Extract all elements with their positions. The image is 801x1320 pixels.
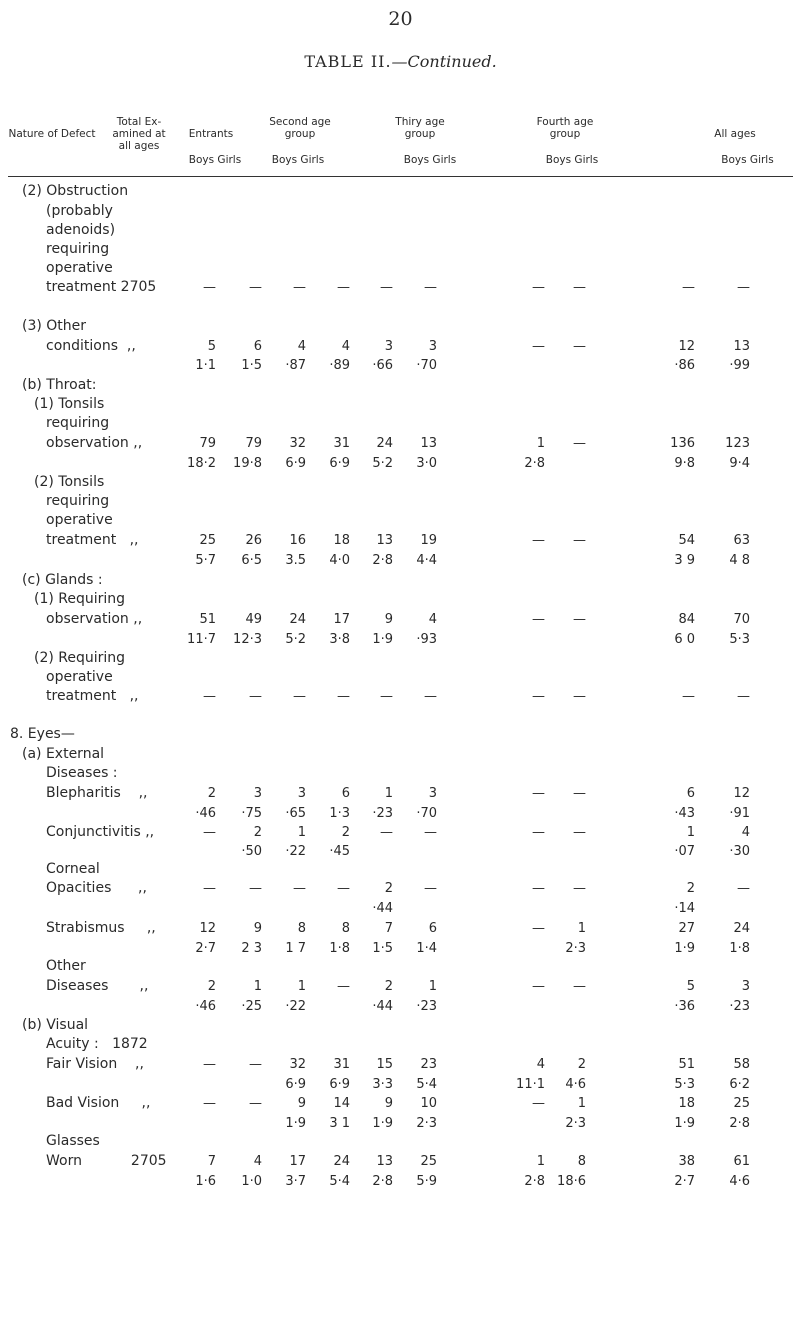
table-title-main: TABLE II. — [304, 52, 392, 71]
table-cell: 18 — [678, 1096, 695, 1111]
row-label: Glasses — [46, 1133, 100, 1149]
table-cell: 2·7 — [674, 1174, 695, 1189]
row-label: treatment ,, — [46, 532, 139, 548]
header-rule — [8, 176, 793, 177]
table-cell: — — [532, 1096, 545, 1111]
table-cell: — — [293, 280, 306, 295]
table-cell: 4 — [536, 1057, 545, 1072]
header-fourth-age: Fourth age group — [536, 116, 594, 140]
table-cell: 5·4 — [329, 1174, 350, 1189]
table-cell: — — [203, 689, 216, 704]
table-cell: 1 — [297, 825, 306, 840]
table-cell: 19 — [420, 533, 437, 548]
subheader-all: Boys Girls — [721, 154, 774, 166]
table-cell: 3 — [741, 979, 750, 994]
table-cell: — — [337, 689, 350, 704]
table-cell: ·89 — [329, 358, 350, 373]
table-cell: 9 — [297, 1096, 306, 1111]
row-label: observation ,, — [46, 435, 143, 451]
table-cell: ·36 — [674, 999, 695, 1014]
table-cell: 1 — [297, 979, 306, 994]
row-label: (c) Glands : — [22, 572, 103, 588]
table-cell: 1·8 — [729, 941, 750, 956]
table-cell: 8 — [341, 921, 350, 936]
table-cell: 6 0 — [674, 632, 695, 647]
table-cell: 3.5 — [285, 553, 306, 568]
row-label: operative — [46, 669, 113, 685]
table-cell: 123 — [725, 436, 750, 451]
table-cell: 11·7 — [187, 632, 216, 647]
table-cell: 13 — [376, 1154, 393, 1169]
row-label: observation ,, — [46, 611, 143, 627]
header-entrants: Entrants — [188, 128, 234, 140]
table-cell: 2·3 — [565, 1116, 586, 1131]
row-label: Bad Vision ,, — [46, 1095, 151, 1111]
table-cell: 2 — [253, 825, 262, 840]
table-cell: 12 — [678, 339, 695, 354]
table-cell: 4 — [341, 339, 350, 354]
table-cell: — — [737, 280, 750, 295]
table-cell: ·99 — [729, 358, 750, 373]
table-cell: — — [737, 689, 750, 704]
row-label: (a) External — [22, 746, 105, 762]
table-cell: 18·2 — [187, 456, 216, 471]
table-cell: 11·1 — [516, 1077, 545, 1092]
table-cell: 6·9 — [329, 1077, 350, 1092]
row-label: Blepharitis ,, — [46, 785, 148, 801]
table-cell: 13 — [420, 436, 437, 451]
table-cell: 4·6 — [565, 1077, 586, 1092]
table-cell: 1 — [253, 979, 262, 994]
table-cell: 17 — [333, 612, 350, 627]
table-cell: — — [203, 280, 216, 295]
table-cell: ·44 — [372, 999, 393, 1014]
table-cell: 4·6 — [729, 1174, 750, 1189]
table-cell: 4 — [428, 612, 437, 627]
table-cell: — — [532, 612, 545, 627]
table-cell: 10 — [420, 1096, 437, 1111]
table-cell: 5 — [686, 979, 695, 994]
table-cell: 3 — [384, 339, 393, 354]
subheader-third: Boys Girls — [403, 154, 457, 166]
table-cell: 2·8 — [372, 1174, 393, 1189]
table-cell: 24 — [289, 612, 306, 627]
table-cell: 25 — [420, 1154, 437, 1169]
table-cell: — — [337, 280, 350, 295]
table-cell: — — [573, 612, 586, 627]
table-cell: 4·4 — [416, 553, 437, 568]
header-second-age: Second age group — [269, 116, 331, 140]
table-cell: — — [573, 881, 586, 896]
table-cell: — — [532, 921, 545, 936]
row-label: Fair Vision ,, — [46, 1056, 144, 1072]
table-cell: 3·8 — [329, 632, 350, 647]
table-cell: 9·8 — [674, 456, 695, 471]
table-cell: 2 — [207, 979, 216, 994]
table-cell: 1·5 — [241, 358, 262, 373]
subheader-second: Boys Girls — [271, 154, 325, 166]
table-cell: 2 — [207, 786, 216, 801]
table-cell: — — [380, 280, 393, 295]
table-cell: 5·2 — [372, 456, 393, 471]
table-cell: — — [573, 979, 586, 994]
table-cell: 16 — [289, 533, 306, 548]
table-cell: ·70 — [416, 806, 437, 821]
table-cell: 58 — [733, 1057, 750, 1072]
table-cell: 1·0 — [241, 1174, 262, 1189]
table-cell: 51 — [678, 1057, 695, 1072]
table-cell: 8 — [297, 921, 306, 936]
subheader-entrants: Boys Girls — [188, 154, 242, 166]
table-cell: — — [532, 339, 545, 354]
table-cell: 3 — [297, 786, 306, 801]
row-label: Diseases : — [46, 765, 118, 781]
table-cell: 2·8 — [524, 1174, 545, 1189]
table-cell: 2·3 — [416, 1116, 437, 1131]
row-label: (probably — [46, 203, 113, 219]
table-cell: 79 — [245, 436, 262, 451]
row-label: Acuity : 1872 — [46, 1036, 148, 1052]
table-cell: 6 — [686, 786, 695, 801]
table-cell: 3·3 — [372, 1077, 393, 1092]
table-cell: 1·9 — [285, 1116, 306, 1131]
table-cell: ·44 — [372, 901, 393, 916]
table-title-continued: —Continued. — [391, 52, 497, 71]
table-cell: 1·9 — [372, 1116, 393, 1131]
table-cell: 1·1 — [195, 358, 216, 373]
table-cell: 8 — [577, 1154, 586, 1169]
table-cell: 136 — [670, 436, 695, 451]
table-cell: 1·9 — [674, 941, 695, 956]
row-label: operative — [46, 512, 113, 528]
table-cell: 70 — [733, 612, 750, 627]
table-cell: 5·7 — [195, 553, 216, 568]
row-label: Other — [46, 958, 86, 974]
table-cell: 2·3 — [565, 941, 586, 956]
table-cell: — — [424, 825, 437, 840]
table-cell: 2·7 — [195, 941, 216, 956]
table-cell: — — [573, 825, 586, 840]
table-cell: — — [337, 881, 350, 896]
table-cell: 1·3 — [329, 806, 350, 821]
table-cell: 54 — [678, 533, 695, 548]
table-cell: 84 — [678, 612, 695, 627]
table-cell: 2·8 — [372, 553, 393, 568]
table-cell: 1 — [536, 436, 545, 451]
table-cell: — — [203, 881, 216, 896]
table-cell: 6·2 — [729, 1077, 750, 1092]
table-cell: 5·9 — [416, 1174, 437, 1189]
table-cell: 6·9 — [285, 456, 306, 471]
row-label: (3) Other — [22, 318, 87, 334]
row-label: (2) Requiring — [34, 650, 126, 666]
row-label: Opacities ,, — [46, 880, 147, 896]
table-cell: — — [249, 1057, 262, 1072]
table-cell: 24 — [733, 921, 750, 936]
table-cell: 1·9 — [674, 1116, 695, 1131]
table-cell: 1 — [686, 825, 695, 840]
row-label: Strabismus ,, — [46, 920, 156, 936]
table-cell: — — [532, 825, 545, 840]
table-cell: ·43 — [674, 806, 695, 821]
row-label: Conjunctivitis ,, — [46, 824, 155, 840]
table-cell: — — [380, 689, 393, 704]
table-cell: — — [573, 339, 586, 354]
header-third-age: Thiry age group — [395, 116, 445, 140]
table-cell: ·45 — [329, 844, 350, 859]
table-cell: — — [682, 689, 695, 704]
table-cell: 2 — [384, 881, 393, 896]
table-cell: 2 3 — [241, 941, 262, 956]
row-label: 8. Eyes— — [10, 726, 75, 742]
table-cell: 61 — [733, 1154, 750, 1169]
table-cell: — — [682, 280, 695, 295]
table-cell: — — [293, 689, 306, 704]
table-cell: 5·3 — [674, 1077, 695, 1092]
table-cell: — — [424, 280, 437, 295]
table-cell: — — [424, 881, 437, 896]
table-cell: 9 — [384, 612, 393, 627]
table-cell: ·50 — [241, 844, 262, 859]
table-cell: 2 — [686, 881, 695, 896]
table-cell: ·14 — [674, 901, 695, 916]
table-cell: ·75 — [241, 806, 262, 821]
table-cell: 63 — [733, 533, 750, 548]
table-cell: 79 — [199, 436, 216, 451]
row-label: (b) Visual — [22, 1017, 89, 1033]
table-cell: ·23 — [729, 999, 750, 1014]
row-label: (1) Tonsils — [34, 396, 105, 412]
table-cell: 1 7 — [285, 941, 306, 956]
table-cell: ·66 — [372, 358, 393, 373]
table-cell: 3 — [253, 786, 262, 801]
table-cell: 4·0 — [329, 553, 350, 568]
table-cell: 15 — [376, 1057, 393, 1072]
table-cell: 3 — [428, 339, 437, 354]
table-cell: 27 — [678, 921, 695, 936]
table-cell: 49 — [245, 612, 262, 627]
table-cell: ·07 — [674, 844, 695, 859]
table-cell: 9·4 — [729, 456, 750, 471]
table-cell: 51 — [199, 612, 216, 627]
table-cell: — — [532, 280, 545, 295]
row-label: treatment ,, — [46, 688, 139, 704]
table-cell: — — [532, 533, 545, 548]
table-cell: 3 1 — [329, 1116, 350, 1131]
table-cell: 23 — [420, 1057, 437, 1072]
table-cell: ·65 — [285, 806, 306, 821]
table-cell: — — [424, 689, 437, 704]
table-cell: 6 — [428, 921, 437, 936]
table-cell: 2·8 — [729, 1116, 750, 1131]
table-cell: 6·5 — [241, 553, 262, 568]
table-cell: 9 — [384, 1096, 393, 1111]
table-cell: ·23 — [416, 999, 437, 1014]
table-cell: — — [203, 1096, 216, 1111]
page-number: 20 — [388, 8, 413, 30]
table-cell: — — [337, 979, 350, 994]
table-cell: ·22 — [285, 844, 306, 859]
table-cell: 6·9 — [285, 1077, 306, 1092]
table-cell: 2 — [577, 1057, 586, 1072]
table-cell: — — [249, 1096, 262, 1111]
table-cell: ·30 — [729, 844, 750, 859]
table-cell: 24 — [333, 1154, 350, 1169]
row-label: operative — [46, 260, 113, 276]
row-label: adenoids) — [46, 222, 116, 238]
table-cell: 26 — [245, 533, 262, 548]
table-cell: — — [249, 689, 262, 704]
table-cell: 25 — [199, 533, 216, 548]
table-cell: 18·6 — [557, 1174, 586, 1189]
table-cell: 5·2 — [285, 632, 306, 647]
table-cell: — — [249, 280, 262, 295]
row-label: treatment 2705 — [46, 279, 157, 295]
table-cell: — — [573, 689, 586, 704]
table-cell: 31 — [333, 436, 350, 451]
table-cell: 31 — [333, 1057, 350, 1072]
table-cell: 1 — [577, 921, 586, 936]
row-label: Worn 2705 — [46, 1153, 167, 1169]
row-label: (2) Obstruction — [22, 183, 129, 199]
table-cell: 4 8 — [729, 553, 750, 568]
table-cell: 2·8 — [524, 456, 545, 471]
table-cell: 12 — [733, 786, 750, 801]
table-cell: ·87 — [285, 358, 306, 373]
table-cell: ·86 — [674, 358, 695, 373]
row-label: conditions ,, — [46, 338, 136, 354]
table-cell: ·25 — [241, 999, 262, 1014]
subheader-fourth: Boys Girls — [545, 154, 599, 166]
table-cell: 3·0 — [416, 456, 437, 471]
table-cell: 13 — [376, 533, 393, 548]
table-cell: ·46 — [195, 999, 216, 1014]
header-nature: Nature of Defect — [8, 128, 96, 140]
table-cell: 1·6 — [195, 1174, 216, 1189]
table-cell: — — [532, 881, 545, 896]
table-cell: 1 — [536, 1154, 545, 1169]
table-cell: 4 — [253, 1154, 262, 1169]
table-cell: 1·5 — [372, 941, 393, 956]
table-cell: — — [203, 1057, 216, 1072]
table-cell: 4 — [297, 339, 306, 354]
table-cell: 9 — [253, 921, 262, 936]
table-cell: 6 — [341, 786, 350, 801]
table-title — [0, 52, 801, 71]
table-cell: 6 — [253, 339, 262, 354]
table-cell: ·22 — [285, 999, 306, 1014]
row-label: requiring — [46, 493, 110, 509]
table-cell: ·46 — [195, 806, 216, 821]
table-cell: — — [532, 979, 545, 994]
table-cell: 13 — [733, 339, 750, 354]
table-cell: ·23 — [372, 806, 393, 821]
table-cell: 25 — [733, 1096, 750, 1111]
table-cell: 5 — [207, 339, 216, 354]
table-cell: 6·9 — [329, 456, 350, 471]
table-cell: — — [380, 825, 393, 840]
table-cell: ·93 — [416, 632, 437, 647]
table-cell: 3 9 — [674, 553, 695, 568]
row-label: (2) Tonsils — [34, 474, 105, 490]
table-cell: — — [573, 533, 586, 548]
table-cell: — — [532, 786, 545, 801]
table-cell: 2 — [384, 979, 393, 994]
table-cell: ·91 — [729, 806, 750, 821]
table-cell: — — [737, 881, 750, 896]
table-cell: 5·4 — [416, 1077, 437, 1092]
table-cell: — — [573, 436, 586, 451]
row-label: (b) Throat: — [22, 377, 97, 393]
table-cell: 12·3 — [233, 632, 262, 647]
table-cell: 38 — [678, 1154, 695, 1169]
table-cell: 18 — [333, 533, 350, 548]
table-cell: 32 — [289, 1057, 306, 1072]
table-cell: — — [203, 825, 216, 840]
table-cell: 12 — [199, 921, 216, 936]
header-all-ages: All ages — [714, 128, 756, 140]
row-label: requiring — [46, 415, 110, 431]
table-cell: — — [249, 881, 262, 896]
row-label: (1) Requiring — [34, 591, 126, 607]
table-cell: 1·8 — [329, 941, 350, 956]
table-cell: — — [532, 689, 545, 704]
table-cell: 3·7 — [285, 1174, 306, 1189]
table-cell: 17 — [289, 1154, 306, 1169]
table-cell: 19·8 — [233, 456, 262, 471]
table-cell: — — [293, 881, 306, 896]
table-cell: — — [573, 786, 586, 801]
table-cell: 7 — [207, 1154, 216, 1169]
table-cell: 1·4 — [416, 941, 437, 956]
table-cell: 2 — [341, 825, 350, 840]
table-cell: 3 — [428, 786, 437, 801]
table-cell: 24 — [376, 436, 393, 451]
header-total: Total Ex- amined at all ages — [112, 116, 166, 152]
table-cell: 1 — [428, 979, 437, 994]
table-cell: 4 — [741, 825, 750, 840]
table-cell: 5·3 — [729, 632, 750, 647]
table-cell: — — [573, 280, 586, 295]
table-cell: ·70 — [416, 358, 437, 373]
table-cell: 1·9 — [372, 632, 393, 647]
row-label: requiring — [46, 241, 110, 257]
table-cell: 1 — [577, 1096, 586, 1111]
row-label: Diseases ,, — [46, 978, 149, 994]
table-cell: 7 — [384, 921, 393, 936]
row-label: Corneal — [46, 861, 100, 877]
table-cell: 1 — [384, 786, 393, 801]
table-cell: 32 — [289, 436, 306, 451]
table-cell: 14 — [333, 1096, 350, 1111]
